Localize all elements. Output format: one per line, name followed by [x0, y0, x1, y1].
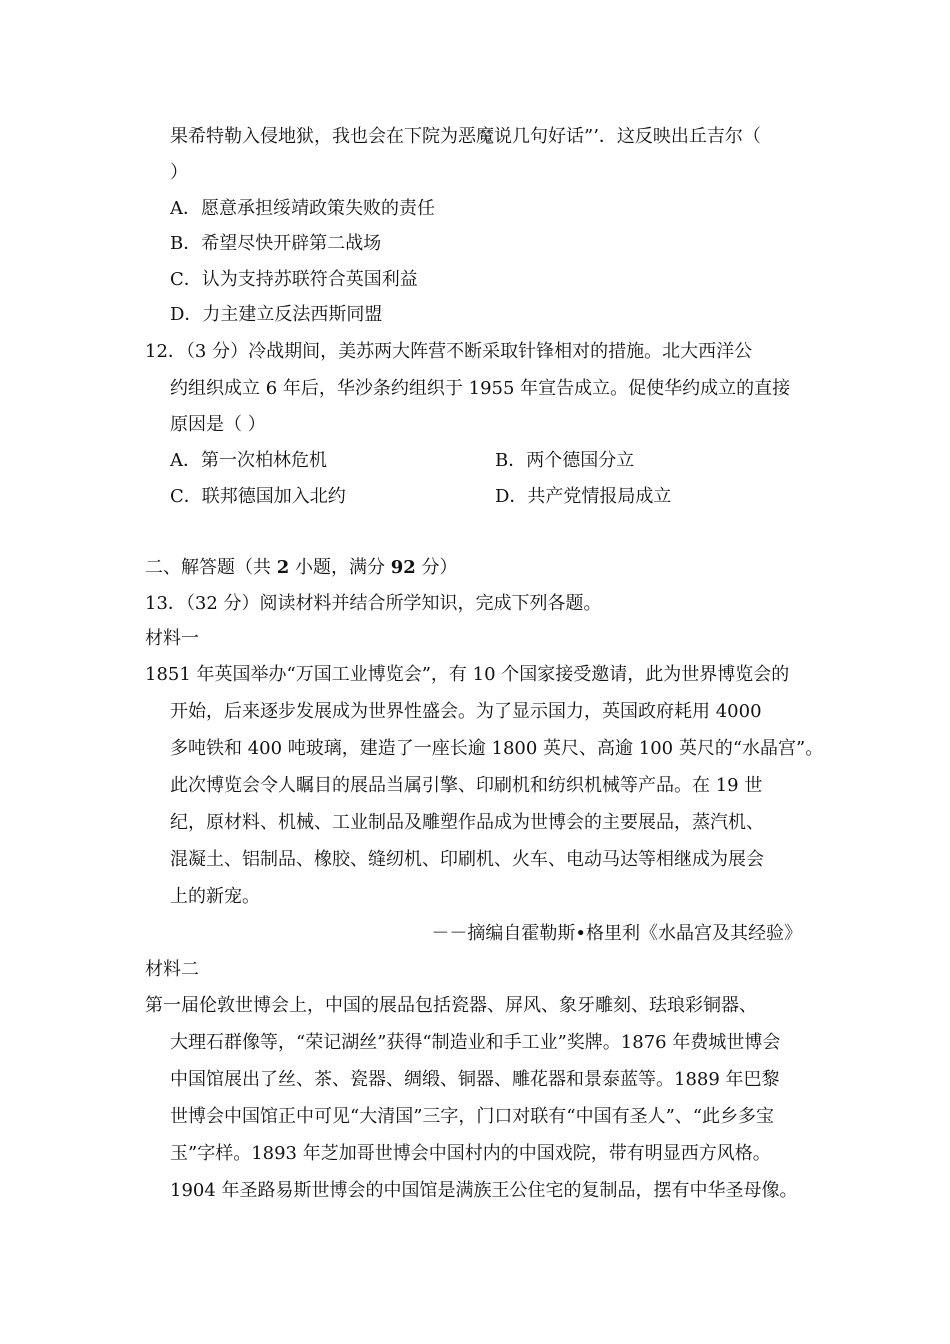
q11-option-b: B．希望尽快开辟第二战场	[170, 233, 382, 254]
q12-option-c: C．联邦德国加入北约	[170, 486, 346, 507]
material-2-line: 大理石群像等，“荣记湖丝”获得“制造业和手工业”奖牌。1876 年费城世博会	[170, 1032, 781, 1053]
material-1-line: 多吨铁和 400 吨玻璃，建造了一座长逾 1800 英尺、高逾 100 英尺的“水晶宫”。	[170, 738, 824, 759]
q12-option-a: A．第一次柏林危机	[170, 450, 327, 471]
material-1-line: 1851 年英国举办“万国工业博览会”，有 10 个国家接受邀请，此为世界博览会的	[145, 664, 790, 685]
section-2-score: 92	[390, 557, 416, 578]
material-1-line: 纪，原材料、机械、工业制品及雕塑作品成为世博会的主要展品，蒸汽机、	[170, 812, 764, 833]
q13-header: 13．（32 分）阅读材料并结合所学知识，完成下列各题。	[145, 593, 602, 614]
material-1-line: 上的新宠。	[170, 886, 260, 907]
material-2-line: 第一届伦敦世博会上，中国的展品包括瓷器、屏风、象牙雕刻、珐琅彩铜器、	[145, 995, 757, 1016]
section-2-count: 2	[276, 557, 290, 578]
material-2-line: 中国馆展出了丝、茶、瓷器、绸缎、铜器、雕花器和景泰蓝等。1889 年巴黎	[170, 1069, 780, 1090]
q12-stem-line-3: 原因是（ ）	[170, 414, 266, 435]
q12-stem-line-1: 12．（3 分）冷战期间，美苏两大阵营不断采取针锋相对的措施。北大西洋公	[145, 341, 753, 362]
q11-stem-continued: 果希特勒入侵地狱，我也会在下院为恶魔说几句好话”’．这反映出丘吉尔（	[170, 126, 761, 147]
material-1-line: 开始，后来逐步发展成为世界性盛会。为了显示国力，英国政府耗用 4000	[170, 701, 762, 722]
q11-stem-closing-paren: ）	[170, 162, 188, 183]
material-2-line: 1904 年圣路易斯世博会的中国馆是满族王公住宅的复制品，摆有中华圣母像。	[170, 1180, 798, 1201]
q12-option-b: B．两个德国分立	[495, 450, 635, 471]
material-1-title: 材料一	[145, 628, 199, 649]
material-2-line: 世博会中国馆正中可见“大清国”三字，门口对联有“中国有圣人”、“此乡多宝	[170, 1106, 775, 1127]
material-1-line: 混凝土、铝制品、橡胶、缝纫机、印刷机、火车、电动马达等相继成为展会	[170, 849, 764, 870]
material-1-line: 此次博览会令人瞩目的展品当属引擎、印刷机和纺织机械等产品。在 19 世	[170, 775, 763, 796]
q11-option-a: A．愿意承担绥靖政策失败的责任	[170, 198, 435, 219]
q11-option-d: D．力主建立反法西斯同盟	[170, 304, 383, 325]
q11-option-c: C．认为支持苏联符合英国利益	[170, 269, 418, 290]
q12-option-d: D．共产党情报局成立	[495, 486, 672, 507]
material-2-line: 玉”字样。1893 年芝加哥世博会中国村内的中国戏院，带有明显西方风格。	[170, 1143, 771, 1164]
section-2-heading: 二、解答题（共 2 小题，满分 92 分）	[145, 557, 458, 578]
q12-stem-line-2: 约组织成立 6 年后，华沙条约组织于 1955 年宣告成立。促使华约成立的直接	[170, 378, 791, 399]
material-1-source: －－摘编自霍勒斯•格里利《水晶宫及其经验》	[431, 923, 802, 944]
material-2-title: 材料二	[145, 959, 199, 980]
